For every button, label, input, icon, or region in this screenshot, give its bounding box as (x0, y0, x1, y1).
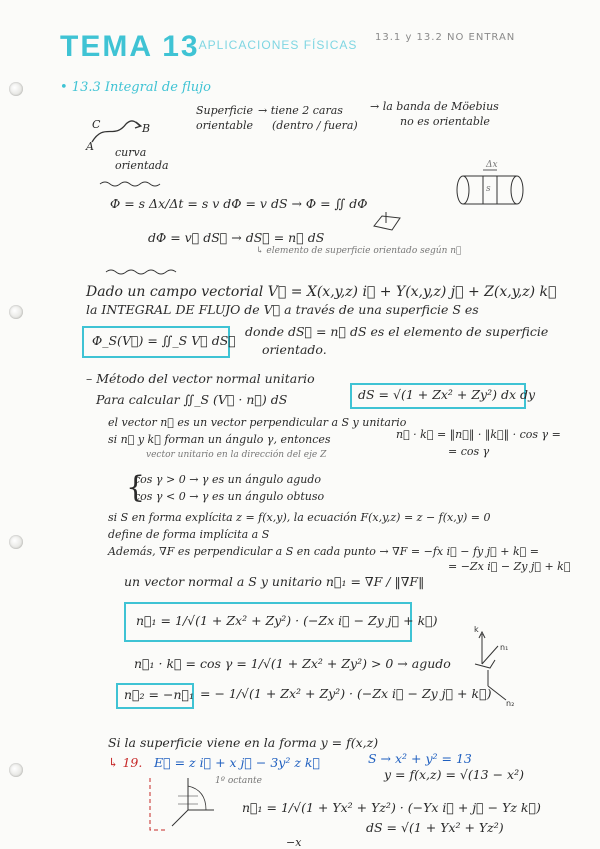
curve-caption: curva orientada (115, 146, 169, 172)
margin-note: 13.1 y 13.2 NO ENTRAN (375, 32, 516, 43)
ds-formula: dS = √(1 + Zx² + Zy²) dx dy (358, 387, 536, 402)
surface-mid-1: → tiene 2 caras (258, 104, 343, 117)
explicit-line-2: define de forma implícita a S (108, 528, 270, 541)
example-ds-eq: dS = √(1 + Yx² + Yz²) (366, 820, 504, 835)
explicit-line-1: si S en forma explícita z = f(x,y), la ecuación F(x,y,z) = z − f(x,y) = 0 (108, 511, 491, 524)
curve-label-b: B (142, 122, 151, 135)
method-l2: si n⃗ y k⃗ forman un ángulo γ, entonces (108, 433, 331, 446)
example-y-def: y = f(x,z) = √(13 − x²) (384, 767, 524, 782)
flux-line-1: Φ = s Δx/Δt = s v dΦ = v dS → Φ = ∬ dΦ (110, 196, 368, 211)
field-line-1: Dado un campo vectorial V⃗ = X(x,y,z) i⃗ + Y(x,y,z) j⃗ + Z(x,y,z) k⃗ (86, 284, 557, 300)
method-l2-right: n⃗ · k⃗ = ‖n⃗‖ · ‖k⃗‖ · cos γ = (396, 428, 561, 441)
delta-x-label: Δx (486, 160, 498, 170)
normal-unit-line: un vector normal a S y unitario n⃗₁ = ∇F / ‖∇F‖ (124, 574, 425, 589)
curve-label-a: A (86, 140, 94, 153)
squiggle-divider (106, 268, 176, 276)
field-line-2: la INTEGRAL DE FLUJO de V⃗ a través de una superficie S es (86, 302, 479, 317)
method-l2-right2: = cos γ (448, 445, 490, 458)
svg-text:n₁: n₁ (500, 643, 509, 652)
surface-left-2: orientable (196, 119, 254, 132)
svg-text:n₂: n₂ (506, 699, 515, 708)
n2-box (116, 683, 194, 709)
flux-integral-formula: Φ_S(V⃗) = ∬_S V⃗ dS⃗ (92, 333, 236, 348)
method-heading: – Método del vector normal unitario (86, 371, 315, 386)
binder-hole (9, 763, 23, 777)
flux-line-3: ↳ elemento de superficie orientado según n⃗ (256, 246, 462, 256)
method-l1: el vector n⃗ es un vector perpendicular a S y unitario (108, 416, 407, 429)
flux-line-2: dΦ = v⃗ dS⃗ → dS⃗ = n⃗ dS (148, 230, 325, 245)
curve-label-c: C (92, 118, 101, 131)
flux-integral-box (82, 326, 236, 358)
svg-text:k: k (474, 625, 479, 634)
n2-formula: n⃗₂ = −n⃗₁ (124, 687, 195, 702)
example-n-eq: n⃗₁ = 1/√(1 + Yx² + Yz²) · (−Yx i⃗ + j⃗ − Yz k⃗) (242, 800, 541, 815)
page-subtitle: - APLICACIONES FÍSICAS (190, 38, 358, 52)
example-label: ↳ 19. (108, 755, 143, 770)
dot-product-line: n⃗₁ · k⃗ = cos γ = 1/√(1 + Zx² + Zy²) > 0 → agudo (134, 656, 451, 671)
brace: { (126, 470, 146, 505)
surface-left-1: Superficie (196, 104, 253, 117)
method-calc: Para calcular ∬_S (V⃗ · n⃗) dS (96, 392, 288, 407)
binder-hole (9, 82, 23, 96)
cos-case-2: cos γ < 0 → γ es un ángulo obtuso (134, 490, 325, 503)
s-label: s (486, 184, 491, 194)
binder-hole (9, 535, 23, 549)
n2-rest: = − 1/√(1 + Zx² + Zy²) · (−Zx i⃗ − Zy j⃗ + k⃗) (200, 686, 492, 701)
cos-case-1: cos γ > 0 → γ es un ángulo agudo (134, 473, 322, 486)
page-title: TEMA 13 (60, 30, 200, 63)
squiggle-divider (100, 180, 160, 188)
ds-box (350, 383, 536, 409)
example-bottom: −x (286, 836, 302, 849)
field-right-1: donde dS⃗ = n⃗ dS es el elemento de superficie (245, 324, 549, 339)
n1-box (124, 602, 438, 642)
section-heading: • 13.3 Integral de flujo (60, 80, 211, 95)
explicit-line-3: Además, ∇F es perpendicular a S en cada punto → ∇F = −fx i⃗ − fy j⃗ + k⃗ = (108, 545, 539, 558)
method-l3: vector unitario en la dirección del eje Z (146, 450, 327, 460)
surface-mid-2: (dentro / fuera) (272, 119, 358, 132)
field-right-2: orientado. (262, 342, 327, 357)
explicit-line-3b: = −Zx i⃗ − Zy j⃗ + k⃗ (448, 560, 571, 573)
surface-right-1: → la banda de Möebius (370, 100, 499, 113)
octant-label: 1º octante (215, 776, 262, 786)
example-field: E⃗ = z i⃗ + x j⃗ − 3y² z k⃗ (154, 755, 320, 770)
surface-patch-icon (372, 212, 402, 234)
octant-axes-icon (148, 774, 220, 838)
surface-right-2: no es orientable (400, 115, 490, 128)
n1-formula: n⃗₁ = 1/√(1 + Zx² + Zy²) · (−Zx i⃗ − Zy j⃗ + k⃗) (136, 613, 438, 628)
example-s-def: S → x² + y² = 13 (368, 751, 472, 766)
binder-hole (9, 305, 23, 319)
example-intro: Si la superficie viene en la forma y = f(x,z) (108, 735, 379, 750)
